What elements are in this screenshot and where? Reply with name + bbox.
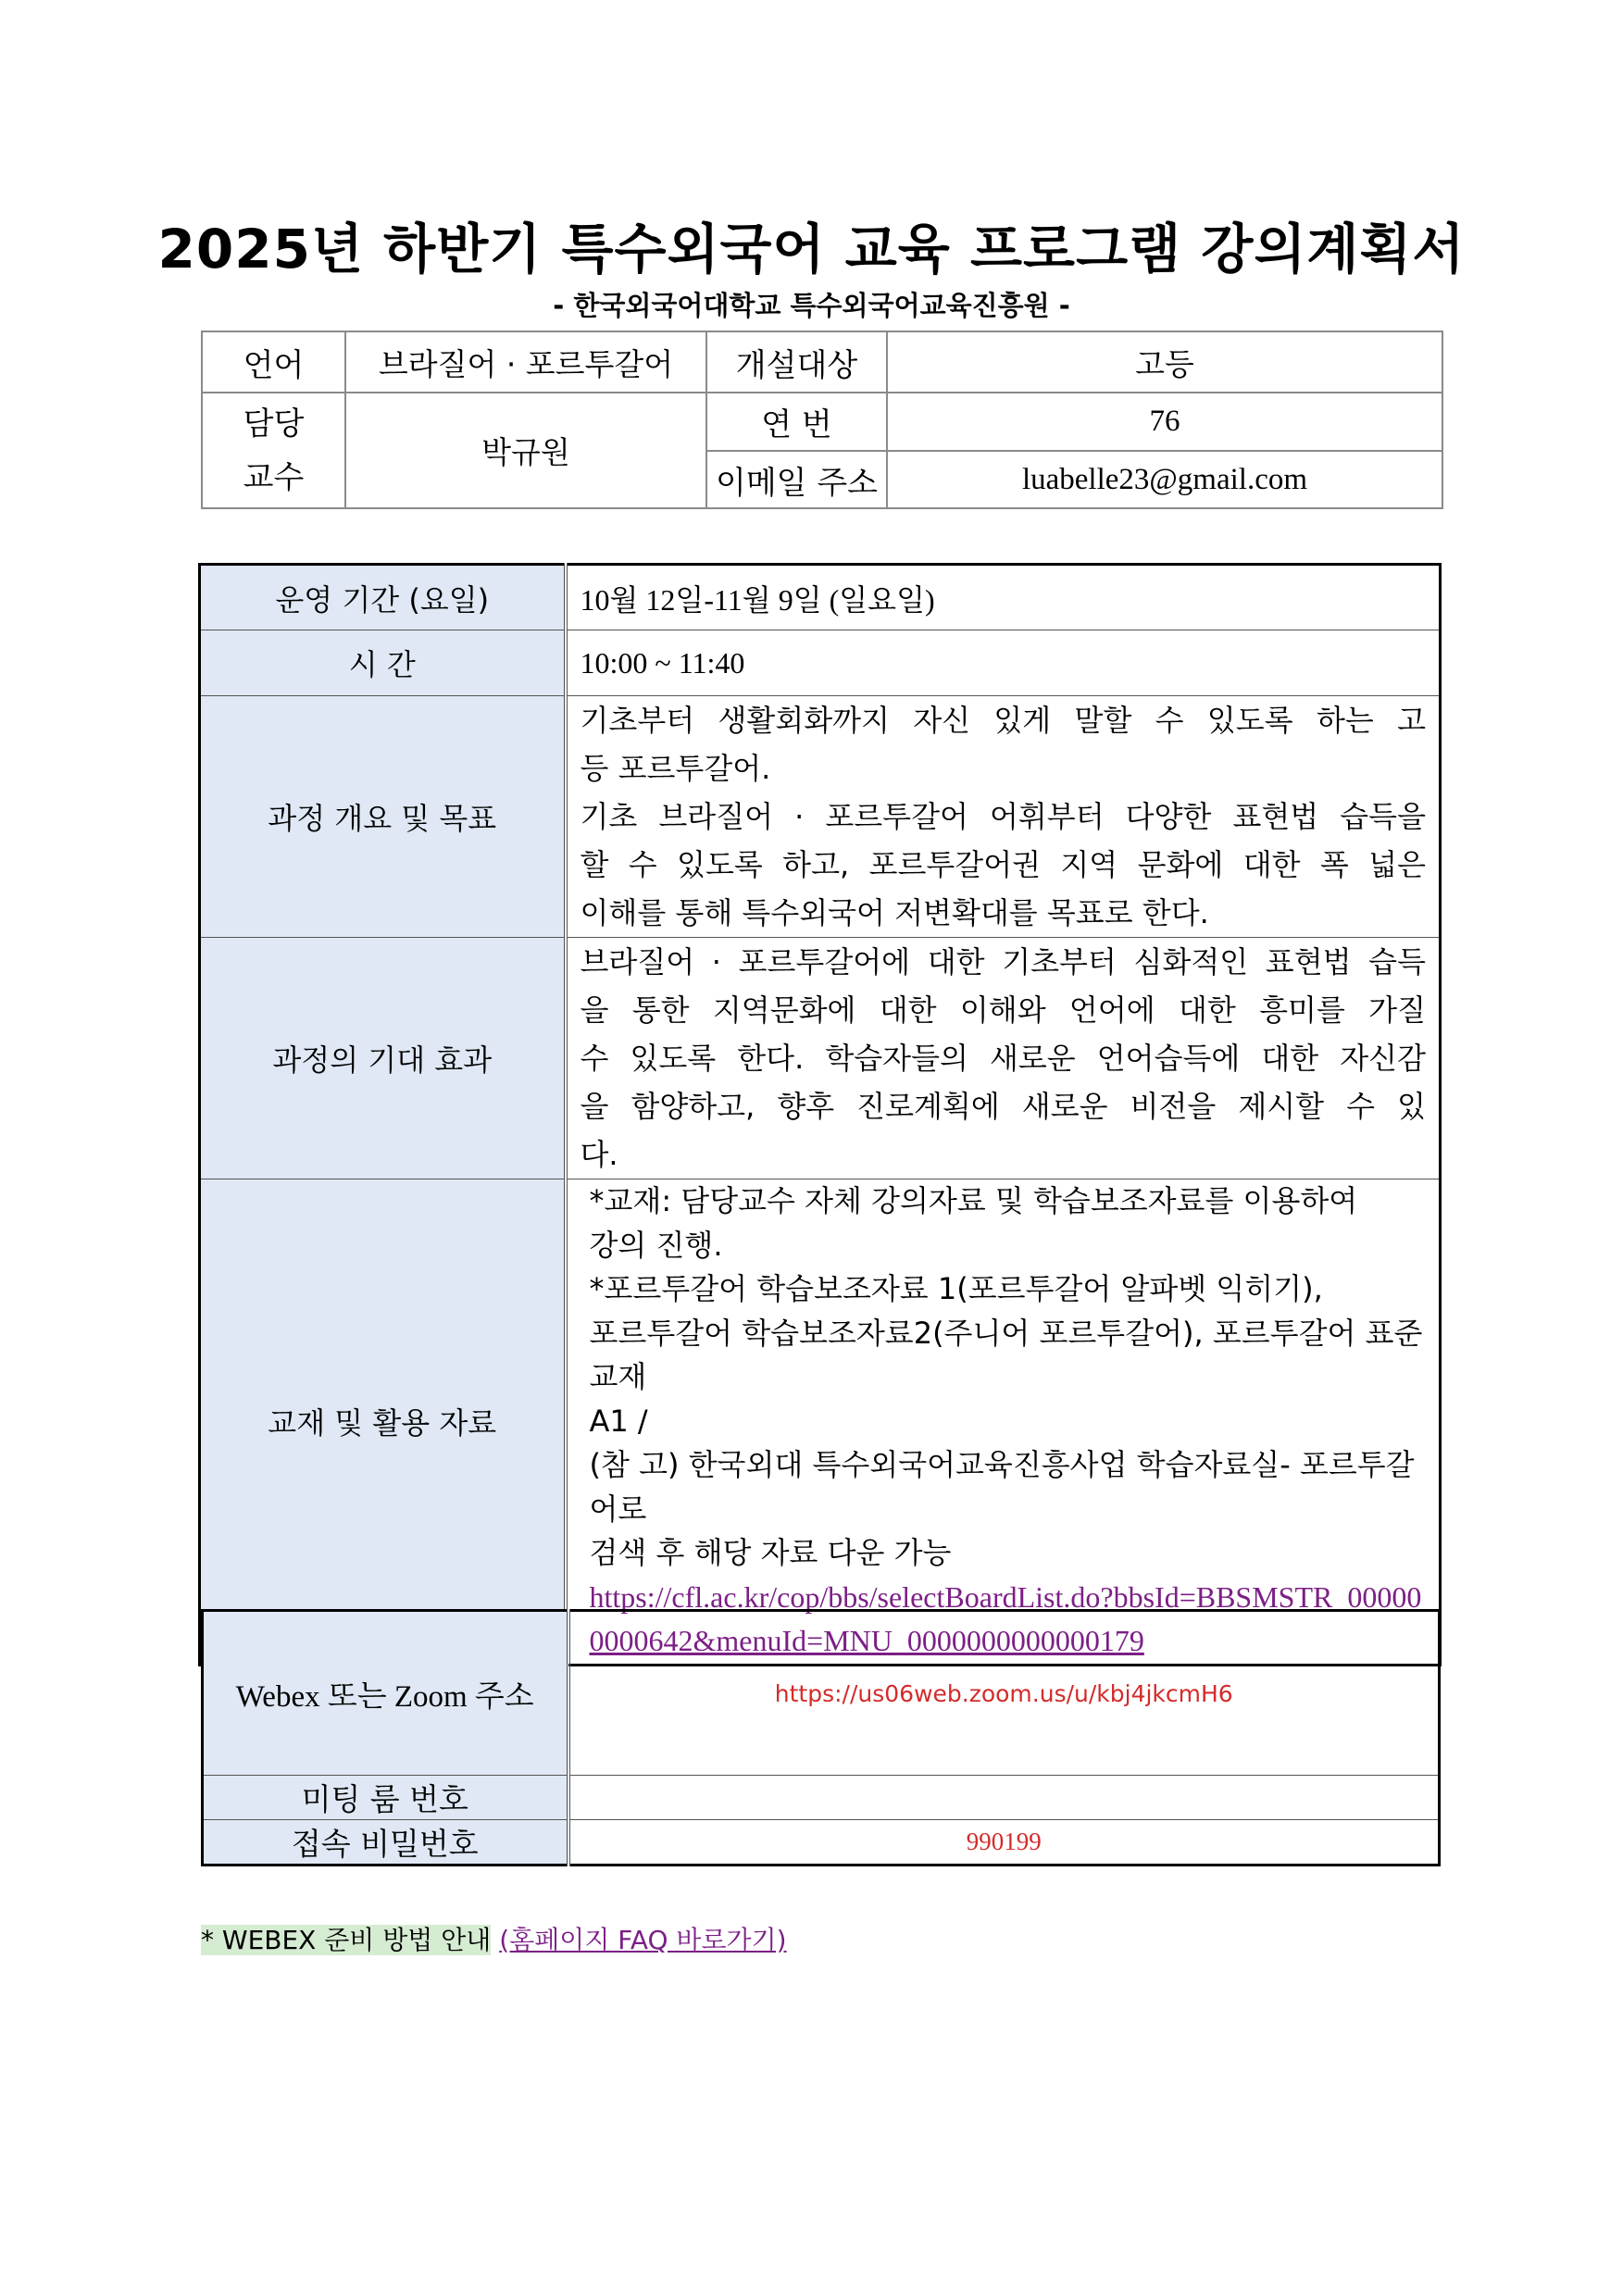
overview-line: 할 수 있도록 하고, 포르투갈어권 지역 문화에 대한 폭 넓은 (580, 847, 1426, 882)
materials-line: 강의 진행. (589, 1227, 723, 1263)
overview-line: 이해를 통해 특수외국어 저변확대를 목표로 한다. (580, 895, 1209, 930)
effect-text (566, 938, 1441, 1179)
materials-line: *포르투갈어 학습보조자료 1(포르투갈어 알파벳 익히기), (589, 1271, 1323, 1306)
language-value: 브라질어 · 포르투갈어 (345, 331, 706, 393)
password-value: 990199 (568, 1820, 1440, 1866)
materials-line: (참 고) 한국외대 특수외국어교육진흥사업 학습자료실- 포르투갈어로 (589, 1447, 1415, 1527)
materials-line: *교재: 담당교수 자체 강의자료 및 학습보조자료를 이용하여 (589, 1183, 1358, 1218)
effect-line: 다. (580, 1137, 618, 1172)
overview-line: 기초 브라질어 · 포르투갈어 어휘부터 다양한 표현법 습득을 (580, 799, 1426, 834)
professor-label (202, 393, 345, 508)
course-table (198, 563, 1442, 1666)
materials-link[interactable]: https://cfl.ac.kr/cop/bbs/selectBoardList.do?bbsId=BBSMSTR_00000 (589, 1579, 1422, 1614)
page-subtitle: - 한국외국어대학교 특수외국어교육진흥원 - (553, 290, 1070, 321)
time-value: 10:00 ~ 11:40 (566, 630, 1441, 696)
serial-value: 76 (887, 393, 1442, 451)
professor-label-line-1: 담당 (243, 405, 305, 443)
time-label: 시 간 (200, 630, 566, 696)
materials-line: 포르투갈어 학습보조자료2(주니어 포르투갈어), 포르투갈어 표준교재 (589, 1315, 1423, 1394)
professor-value: 박규원 (345, 393, 706, 508)
email-label: 이메일 주소 (706, 451, 887, 508)
period-value: 10월 12일-11월 9일 (일요일) (566, 565, 1441, 630)
materials-label: 교재 및 활용 자료 (200, 1179, 566, 1666)
page-title: 2025년 하반기 특수외국어 교육 프로그램 강의계획서 (157, 218, 1466, 281)
effect-line: 수 있도록 한다. 학습자들의 새로운 언어습득에 대한 자신감 (580, 1041, 1426, 1076)
password-label: 접속 비밀번호 (203, 1820, 568, 1866)
meeting-address-label-text: Webex 또는 Zoom 주소 (235, 1679, 534, 1714)
effect-line: 을 함양하고, 향후 진로계획에 새로운 비전을 제시할 수 있 (580, 1089, 1426, 1124)
overview-label: 과정 개요 및 목표 (200, 696, 566, 938)
serial-label: 연 번 (706, 393, 887, 451)
room-number-value (568, 1776, 1440, 1820)
period-label: 운영 기간 (요일) (200, 565, 566, 630)
materials-line: 검색 후 해당 자료 다운 가능 (589, 1535, 952, 1570)
professor-label-line-2: 교수 (243, 458, 305, 496)
target-label: 개설대상 (706, 331, 887, 393)
email-value[interactable]: luabelle23@gmail.com (887, 451, 1442, 508)
webex-guide-text: * WEBEX 준비 방법 안내 (201, 1925, 492, 1955)
language-label: 언어 (202, 331, 345, 393)
overview-line: 기초부터 생활회화까지 자신 있게 말할 수 있도록 하는 고 (580, 703, 1426, 738)
faq-link[interactable]: (홈페이지 FAQ 바로가기) (499, 1925, 787, 1955)
effect-line: 브라질어 · 포르투갈어에 대한 기초부터 심화적인 표현법 습득 (580, 944, 1426, 980)
target-value: 고등 (887, 331, 1442, 393)
effect-line: 을 통한 지역문화에 대한 이해와 언어에 대한 흥미를 가질 (580, 992, 1426, 1028)
materials-text (566, 1179, 1441, 1666)
meeting-table (201, 1609, 1441, 1866)
room-number-label: 미팅 룸 번호 (203, 1776, 568, 1820)
meeting-address-value[interactable]: https://us06web.zoom.us/u/kbj4jkcmH6 (568, 1611, 1440, 1776)
info-table (201, 331, 1443, 509)
overview-line: 등 포르투갈어. (580, 751, 771, 786)
overview-text (566, 696, 1441, 938)
materials-line: A1 / (589, 1403, 648, 1439)
meeting-address-label (203, 1611, 568, 1776)
effect-label: 과정의 기대 효과 (200, 938, 566, 1179)
materials-link[interactable]: 0000642&menuId=MNU_0000000000000179 (589, 1624, 1144, 1657)
webex-guide (201, 1920, 787, 1957)
